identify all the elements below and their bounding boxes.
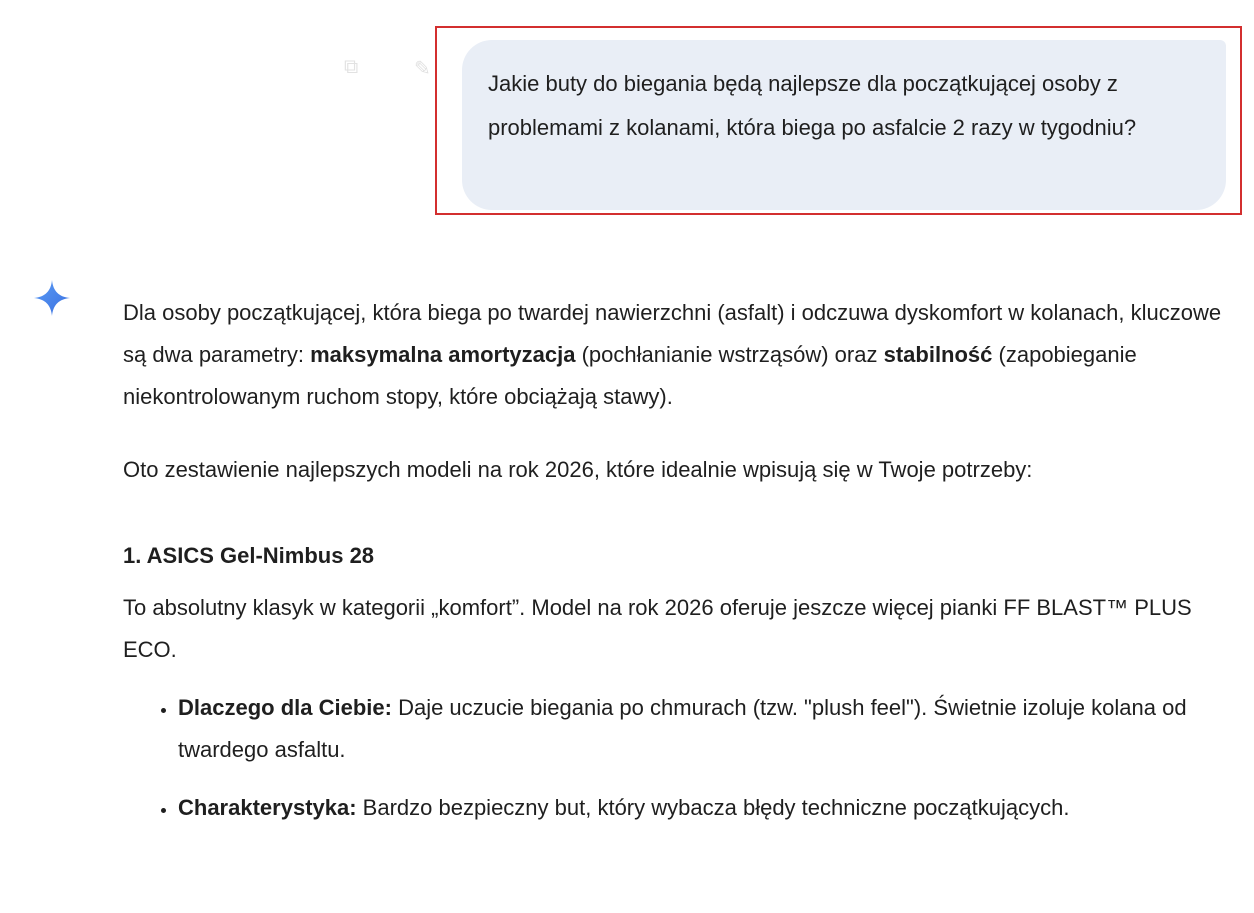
copy-icon[interactable]: ⧉ <box>344 56 359 78</box>
summary-paragraph: Oto zestawienie najlepszych modeli na rok 2026, które idealnie wpisują się w Twoje potrzeby: <box>123 457 1033 482</box>
user-message-bubble <box>462 40 1226 210</box>
user-message-text: Jakie buty do biegania będą najlepsze dla początkującej osoby z problemami z kolanami, która biega po asfalcie 2 razy w tygodniu? <box>488 71 1137 140</box>
bold-text: maksymalna amortyzacja <box>310 342 576 367</box>
assistant-response <box>123 292 1223 845</box>
gemini-star-icon <box>32 278 72 318</box>
bullet-text: Daje uczucie biegania po chmurach (tzw. "plush feel"). Świetnie izoluje kolana od twardego asfaltu. <box>178 695 1187 762</box>
model-description: To absolutny klasyk w kategorii „komfort”. Model na rok 2026 oferuje jeszcze więcej pianki FF BLAST™ PLUS ECO. <box>123 595 1192 662</box>
edit-icon[interactable]: ✎ <box>414 58 431 80</box>
intro-paragraph <box>123 292 1223 418</box>
list-item <box>178 687 1223 771</box>
bold-text: stabilność <box>883 342 993 367</box>
text: (pochłanianie wstrząsów) oraz <box>575 342 884 367</box>
bullet-text: Bardzo bezpieczny but, który wybacza błędy techniczne początkujących. <box>356 795 1070 820</box>
feature-list <box>123 687 1223 829</box>
list-item <box>178 787 1223 829</box>
text: (zapobieganie niekontrolowanym ruchom stopy, które obciążają stawy). <box>123 342 1137 409</box>
bullet-label: Charakterystyka: <box>178 795 357 820</box>
bullet-label: Dlaczego dla Ciebie: <box>178 695 392 720</box>
section-heading: 1. ASICS Gel-Nimbus 28 <box>123 543 375 568</box>
text: Dla osoby początkującej, która biega po twardej nawierzchni (asfalt) i odczuwa dyskomfort w kolanach, kluczowe są dwa parametry: <box>123 300 1222 367</box>
